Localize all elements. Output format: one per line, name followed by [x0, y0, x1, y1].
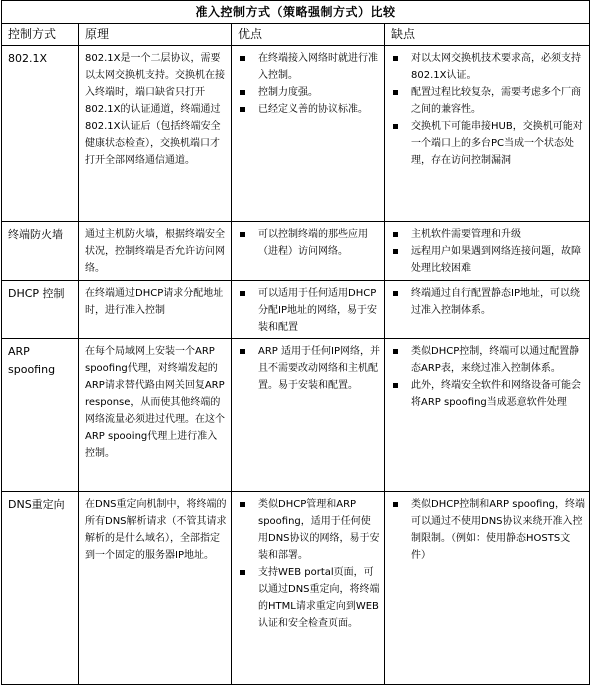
- pros-list: [232, 46, 384, 120]
- table-row: [2, 222, 590, 281]
- pros-list: [232, 222, 384, 262]
- table-row: [2, 339, 590, 492]
- header-row: [2, 24, 590, 46]
- principle-text: 在每个局域网上安装一个ARP spoofing代理，对终端发起的ARP请求替代路由网关回复ARP response，从而使其他终端的网络流量必须进过代理。在这个ARP spooing代理上进行准入控制。: [79, 339, 232, 492]
- pros-item: 可以控制终端的那些应用（进程）访问网络。: [236, 226, 380, 260]
- cons-item: 类似DHCP控制和ARP spoofing，终端可以通过不使用DNS协议来绕开准入控制限制。（例如：使用静态HOSTS文件）: [389, 496, 585, 564]
- cons-item: 终端通过自行配置静态IP地址，可以绕过准入控制体系。: [389, 285, 585, 319]
- column-header-principle: 原理: [79, 24, 232, 46]
- cons-list: [385, 222, 589, 279]
- column-header-cons: 缺点: [385, 24, 590, 46]
- cons-item: 远程用户如果遇到网络连接问题，故障处理比较困难: [389, 243, 585, 277]
- cons-item: 配置过程比较复杂，需要考虑多个厂商之间的兼容性。: [389, 84, 585, 118]
- cons-item: 交换机下可能串接HUB，交换机可能对一个端口上的多台PC当成一个状态处理，存在访问控制漏洞: [389, 118, 585, 169]
- pros-item: 类似DHCP管理和ARP spoofing，适用于任何使用DNS协议的网络，易于安装和部署。: [236, 496, 380, 564]
- table-row: [2, 281, 590, 339]
- pros-item: 可以适用于任何适用DHCP分配IP地址的网络，易于安装和配置: [236, 285, 380, 336]
- method-name: DNS重定向: [2, 492, 79, 685]
- comparison-table: [1, 0, 590, 685]
- cons-item: 此外，终端安全软件和网络设备可能会将ARP spoofing当成恶意软件处理: [389, 377, 585, 411]
- cons-list: [385, 46, 589, 171]
- cons-item: 对以太网交换机技术要求高，必须支持802.1X认证。: [389, 50, 585, 84]
- method-name: 终端防火墙: [2, 222, 79, 281]
- table-row: [2, 46, 590, 222]
- pros-item: 已经定义善的协议标准。: [236, 101, 380, 118]
- principle-text: 通过主机防火墙，根据终端安全状况，控制终端是否允许访问网络。: [79, 222, 232, 281]
- method-name: DHCP 控制: [2, 281, 79, 339]
- pros-item: 支持WEB portal页面，可以通过DNS重定向，将终端的HTML请求重定向到WEB 认证和安全检查页面。: [236, 564, 380, 632]
- cons-list: [385, 339, 589, 413]
- pros-list: [232, 492, 384, 634]
- table-row: [2, 492, 590, 685]
- cons-item: 类似DHCP控制，终端可以通过配置静态ARP表，来绕过准入控制体系。: [389, 343, 585, 377]
- column-header-method: 控制方式: [2, 24, 79, 46]
- principle-text: 802.1X是一个二层协议，需要以太网交换机支持。交换机在接入终端时，端口缺省只打开802.1X的认证通道，终端通过802.1X认证后（包括终端安全健康状态检查），交换机端口才打开全部网络通信通道。: [79, 46, 232, 222]
- column-header-pros: 优点: [232, 24, 385, 46]
- pros-list: [232, 281, 384, 338]
- cons-item: 主机软件需要管理和升级: [389, 226, 585, 243]
- principle-text: 在终端通过DHCP请求分配地址时，进行准入控制: [79, 281, 232, 339]
- method-name: 802.1X: [2, 46, 79, 222]
- method-name: ARP spoofing: [2, 339, 79, 492]
- principle-text: 在DNS重定向机制中，将终端的所有DNS解析请求（不管其请求解析的是什么域名），全部指定到一个固定的服务器IP地址。: [79, 492, 232, 685]
- pros-item: 在终端接入网络时就进行准入控制。: [236, 50, 380, 84]
- cons-list: [385, 281, 589, 321]
- pros-item: 控制力度强。: [236, 84, 380, 101]
- pros-item: ARP 适用于任何IP网络，并且不需要改动网络和主机配置。易于安装和配置。: [236, 343, 380, 394]
- cons-list: [385, 492, 589, 566]
- table-title: 准入控制方式（策略强制方式）比较: [2, 1, 590, 24]
- pros-list: [232, 339, 384, 396]
